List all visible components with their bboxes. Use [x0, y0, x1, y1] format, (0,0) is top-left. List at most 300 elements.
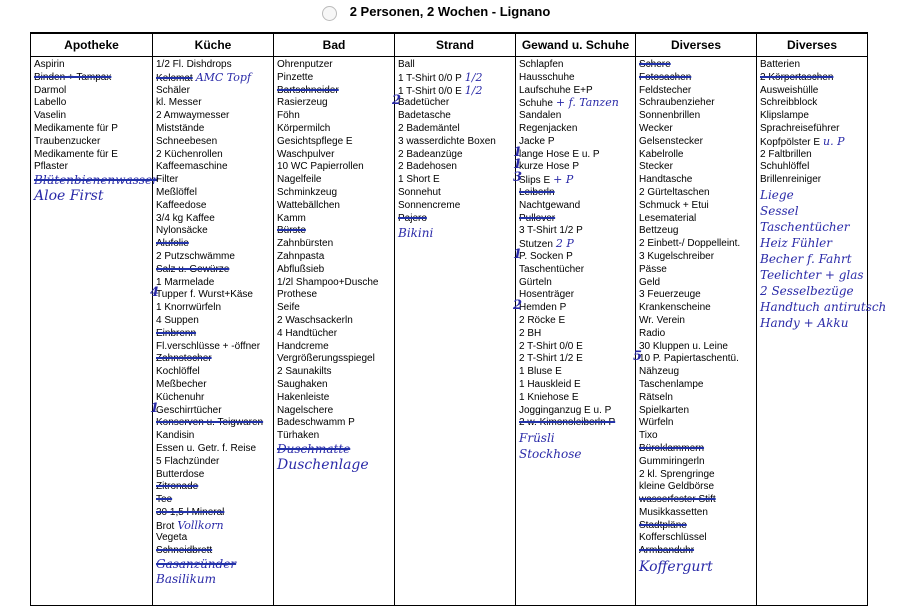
list-item: [277, 366, 394, 379]
list-item: [156, 161, 273, 174]
list-item: [639, 225, 756, 238]
list-item: [156, 174, 273, 187]
item-text: Pässe: [639, 263, 667, 275]
item-text: Hakenleiste: [277, 391, 330, 403]
handwritten-item: Taschentücher: [760, 219, 850, 234]
item-text: Schlapfen: [519, 59, 564, 70]
item-text: 2 Badehosen: [398, 161, 457, 173]
item-text: Nylonsäcke: [156, 225, 208, 237]
list-item: [277, 443, 394, 456]
item-text: Stutzen: [519, 239, 553, 251]
item-text: Schminkzeug: [277, 186, 338, 198]
list-item: [156, 353, 273, 366]
list-item: [156, 366, 273, 379]
list-item: [760, 72, 867, 85]
list-item: [156, 136, 273, 149]
list-item: [277, 59, 394, 72]
list-item: [760, 161, 867, 174]
list-item: [277, 251, 394, 264]
list-item: [519, 328, 635, 341]
list-item: [760, 174, 867, 187]
list-item: [639, 251, 756, 264]
item-text: Kelomat: [156, 72, 193, 84]
item-text: Sonnehut: [398, 186, 441, 198]
item-list: [31, 57, 158, 206]
list-item: [639, 161, 756, 174]
list-item: [398, 174, 515, 187]
list-item: [639, 456, 756, 469]
list-item: [519, 417, 635, 430]
item-text: Klipslampe: [760, 110, 809, 122]
column-5: [633, 57, 757, 606]
item-text: Butterdose: [156, 468, 205, 480]
item-text: 1 Hauskleid E: [519, 378, 581, 390]
list-item: [639, 187, 756, 200]
list-item: [277, 85, 394, 98]
item-text: Zahnpasta: [277, 250, 325, 262]
item-text: Darmol: [34, 84, 67, 96]
list-item: [760, 136, 867, 149]
item-text: Zahnstocher: [156, 353, 212, 365]
list-item: [519, 59, 635, 72]
item-text: 2 Gürteltaschen: [639, 186, 710, 198]
list-item: [398, 187, 515, 200]
item-text: 2 w. Kimonoleiberln P: [519, 417, 616, 429]
list-item: [156, 110, 273, 123]
list-item: [639, 392, 756, 405]
handwritten-note: 1/2: [464, 83, 483, 97]
handwritten-quantity: 1: [150, 400, 160, 416]
list-item: [156, 507, 273, 520]
list-item: [156, 277, 273, 290]
item-text: Badetücher: [398, 97, 450, 109]
list-item: [639, 341, 756, 354]
list-item: [34, 136, 152, 149]
item-text: Stadtpläne: [639, 519, 687, 531]
item-text: Handcreme: [277, 340, 329, 352]
list-item: [639, 302, 756, 315]
item-text: Radio: [639, 327, 666, 339]
list-item: [277, 341, 394, 354]
handwritten-note: Vollkorn: [177, 518, 224, 532]
handwritten-item: Handtuch antirutsch: [760, 299, 887, 314]
list-item: [633, 349, 756, 366]
item-text: Ohrenputzer: [277, 59, 333, 70]
list-item: [519, 315, 635, 328]
list-item: [398, 59, 515, 72]
list-item: [156, 392, 273, 405]
item-text: 4 Handtücher: [277, 327, 338, 339]
item-text: Meßbecher: [156, 378, 207, 390]
list-item: [519, 238, 635, 251]
list-item: [513, 157, 635, 174]
item-list: [274, 57, 394, 475]
list-item: [519, 72, 635, 85]
item-text: 30 Kluppen u. Leine: [639, 340, 728, 352]
list-item: [156, 187, 273, 200]
item-text: Jogginganzug E u. P: [519, 404, 612, 416]
list-item: [760, 149, 867, 162]
item-text: Wattebällchen: [277, 199, 340, 211]
item-text: Einbrenn: [156, 327, 197, 339]
item-text: Pinzette: [277, 71, 314, 83]
item-text: 2 Badeanzüge: [398, 148, 463, 160]
item-text: 3 wasserdichte Boxen: [398, 135, 496, 147]
list-item: [639, 289, 756, 302]
list-item: [34, 110, 152, 123]
item-text: Schneidbrett: [156, 545, 213, 557]
item-text: Sonnencreme: [398, 199, 461, 211]
item-text: Sandalen: [519, 110, 562, 122]
list-item: [277, 302, 394, 315]
item-text: Rätseln: [639, 391, 673, 403]
list-item: [156, 72, 273, 85]
item-text: Kaffeemaschine: [156, 161, 228, 173]
item-text: 2 T-Shirt 0/0 E: [519, 340, 583, 352]
list-item: [156, 264, 273, 277]
item-text: 2 Faltbrillen: [760, 148, 812, 160]
list-item: [34, 123, 152, 136]
list-item: [639, 277, 756, 290]
list-item: [156, 85, 273, 98]
item-text: 2 Saunakilts: [277, 366, 332, 378]
item-text: Medikamente für P: [34, 122, 118, 134]
item-list: [757, 57, 887, 331]
list-item: [277, 289, 394, 302]
list-item: [513, 144, 635, 162]
list-item: [639, 238, 756, 251]
item-text: Schraubenzieher: [639, 97, 715, 109]
item-text: 3 Feuerzeuge: [639, 289, 701, 301]
list-item: [150, 400, 273, 418]
item-text: Jacke P: [519, 135, 555, 147]
list-item: [639, 59, 756, 72]
item-text: Binden + Tampax: [34, 71, 112, 83]
list-item: [156, 149, 273, 162]
column-3: [392, 57, 516, 606]
item-text: Batterien: [760, 59, 801, 70]
item-text: lange Hose E u. P: [519, 148, 600, 160]
list-item: [513, 298, 635, 315]
item-text: Traubenzucker: [34, 135, 101, 147]
item-text: Rasierzeug: [277, 97, 328, 109]
list-item: [639, 494, 756, 507]
item-text: Würfeln: [639, 417, 674, 429]
item-text: Tee: [156, 494, 173, 506]
list-item: [277, 110, 394, 123]
item-text: Armbanduhr: [639, 545, 695, 557]
list-item: [156, 302, 273, 315]
list-item: [277, 328, 394, 341]
list-item: [639, 507, 756, 520]
list-item: [277, 392, 394, 405]
list-item: [639, 430, 756, 443]
item-text: Kabelrolle: [639, 148, 684, 160]
handwritten-quantity: 2: [392, 93, 402, 109]
item-text: Gürteln: [519, 276, 552, 288]
item-text: 1 T-Shirt 0/0 E: [398, 85, 462, 97]
item-text: Fl.verschlüsse + -öffner: [156, 340, 261, 352]
list-item: [639, 136, 756, 149]
list-item: [156, 558, 273, 571]
column-1: [150, 57, 274, 606]
item-text: Zahnbürsten: [277, 238, 334, 250]
list-item: [519, 289, 635, 302]
list-item: [277, 264, 394, 277]
list-item: [639, 545, 756, 558]
handwritten-item: Früsli: [519, 431, 555, 446]
item-text: Saughaken: [277, 378, 328, 390]
list-item: [519, 136, 635, 149]
item-text: Sprachreiseführer: [760, 122, 840, 134]
list-item: [519, 97, 635, 110]
item-text: Kamm: [277, 212, 306, 224]
item-text: Schmuck + Etui: [639, 199, 709, 211]
item-text: Feldstecher: [639, 84, 692, 96]
item-text: Ball: [398, 59, 415, 70]
list-item: [34, 72, 152, 85]
item-text: Tixo: [639, 430, 658, 442]
item-text: Regenjacken: [519, 122, 578, 134]
list-item: [519, 264, 635, 277]
item-text: 3 T-Shirt 1/2 P: [519, 225, 583, 237]
handwritten-quantity: 5: [633, 349, 643, 365]
packing-list-table: [30, 32, 887, 606]
item-text: 2 Küchenrollen: [156, 148, 223, 160]
column-0: [31, 57, 158, 606]
item-text: Schere: [639, 59, 671, 70]
handwritten-item: Heiz Fühler: [760, 235, 832, 250]
list-item: [639, 174, 756, 187]
item-text: Musikkassetten: [639, 506, 708, 518]
list-item: [277, 200, 394, 213]
item-text: Brot: [156, 520, 175, 532]
list-item: [639, 379, 756, 392]
item-text: 1 Short E: [398, 174, 440, 186]
list-item: [519, 392, 635, 405]
item-text: 1 T-Shirt 0/0 P: [398, 72, 462, 84]
item-text: Wecker: [639, 122, 673, 134]
handwritten-note: u. P: [823, 134, 845, 148]
handwritten-item: Basilikum: [156, 571, 217, 586]
list-item: [277, 405, 394, 418]
list-item: [519, 405, 635, 418]
list-item: [156, 97, 273, 110]
list-item: [639, 149, 756, 162]
list-item: [519, 379, 635, 392]
list-item: [156, 417, 273, 430]
column-header: Apotheke: [31, 33, 153, 57]
item-text: Körpermilch: [277, 122, 331, 134]
item-text: Hosenträger: [519, 289, 575, 301]
item-text: Gelsenstecker: [639, 135, 703, 147]
item-text: 3 Kugelschreiber: [639, 250, 715, 262]
item-text: Taschentücher: [519, 263, 585, 275]
handwritten-item: Duschenlage: [277, 456, 369, 473]
item-text: 2 Bademäntel: [398, 122, 460, 134]
item-text: Vergrößerungsspiegel: [277, 353, 375, 365]
handwritten-item: 2 Sesselbezüge: [760, 283, 854, 298]
handwritten-item: Sessel: [760, 203, 799, 218]
item-text: 2 T-Shirt 1/2 E: [519, 353, 583, 365]
list-item: [156, 430, 273, 443]
item-text: 1 Marmelade: [156, 276, 215, 288]
handwritten-quantity: 1: [513, 157, 523, 173]
item-text: Nähzeug: [639, 366, 680, 378]
handwritten-item: Stockhose: [519, 447, 582, 462]
item-text: 30 1,5 l Mineral: [156, 506, 225, 518]
item-text: 1/2l Shampoo+Dusche: [277, 276, 379, 288]
handwritten-item: Becher f. Fahrt: [760, 251, 852, 266]
list-item: [398, 72, 515, 85]
page-title: 2 Personen, 2 Wochen - Lignano: [349, 4, 551, 19]
item-text: Slips E: [519, 175, 551, 187]
item-list: [513, 57, 635, 462]
item-text: Bettzeug: [639, 225, 679, 237]
item-list: [392, 57, 515, 241]
item-text: Föhn: [277, 110, 300, 122]
item-text: Taschenlampe: [639, 378, 704, 390]
item-text: 10 WC Papierrollen: [277, 161, 364, 173]
item-text: Nagelfeile: [277, 174, 322, 186]
item-text: Kaffeedose: [156, 199, 207, 211]
item-text: Küchenuhr: [156, 391, 205, 403]
list-item: [392, 93, 515, 110]
item-text: Wr. Verein: [639, 314, 685, 326]
list-item: [639, 123, 756, 136]
list-item: [156, 443, 273, 456]
list-item: [34, 59, 152, 72]
item-text: Handtasche: [639, 174, 693, 186]
item-text: kurze Hose P: [519, 161, 580, 173]
list-item: [760, 85, 867, 98]
list-item: [150, 285, 273, 302]
list-item: [639, 264, 756, 277]
item-text: Abflußsieb: [277, 263, 325, 275]
list-item: [639, 405, 756, 418]
list-item: [156, 341, 273, 354]
list-item: [398, 200, 515, 213]
handwritten-item: Bikini: [398, 226, 434, 241]
list-item: [639, 481, 756, 494]
list-item: [277, 213, 394, 226]
list-item: [34, 149, 152, 162]
item-text: Schreibblock: [760, 97, 818, 109]
item-text: Fotosachen: [639, 71, 692, 83]
list-item: [277, 174, 394, 187]
handwritten-quantity: 1: [513, 246, 523, 262]
list-item: [156, 225, 273, 238]
item-text: Laufschuhe E+P: [519, 84, 593, 96]
list-item: [639, 532, 756, 545]
list-item: [519, 366, 635, 379]
item-text: Sonnenbrillen: [639, 110, 701, 122]
list-item: [34, 97, 152, 110]
item-text: 2 BH: [519, 327, 542, 339]
item-text: Alufolie: [156, 238, 189, 250]
list-item: [156, 59, 273, 72]
list-item: [277, 238, 394, 251]
list-item: [156, 456, 273, 469]
item-text: 1/2 Fl. Dishdrops: [156, 59, 232, 70]
item-text: Lesematerial: [639, 212, 697, 224]
list-item: [156, 200, 273, 213]
item-text: Ausweishülle: [760, 84, 819, 96]
item-text: 10 P. Papiertaschentü.: [639, 353, 739, 365]
list-item: [519, 353, 635, 366]
item-text: 1 Knorrwürfeln: [156, 302, 222, 314]
list-item: [519, 277, 635, 290]
list-item: [156, 494, 273, 507]
list-item: [277, 187, 394, 200]
column-header: Bad: [274, 33, 395, 57]
punch-hole: [322, 6, 337, 21]
item-text: 4 Suppen: [156, 314, 199, 326]
item-text: Kochlöffel: [156, 366, 200, 378]
handwritten-quantity: 4: [150, 285, 160, 301]
item-text: Hemden P: [519, 302, 567, 314]
list-item: [398, 123, 515, 136]
item-text: Duschmatte: [277, 441, 351, 456]
item-text: Brillenreiniger: [760, 174, 822, 186]
handwritten-item: Koffergurt: [639, 559, 713, 576]
column-6: [757, 57, 887, 606]
item-text: Bürste: [277, 225, 306, 237]
item-list: [633, 57, 756, 577]
item-text: Schneebesen: [156, 135, 218, 147]
item-text: Schäler: [156, 84, 190, 96]
item-text: Waschpulver: [277, 148, 335, 160]
item-text: 2 Röcke E: [519, 314, 566, 326]
item-text: Badeschwamm P: [277, 417, 355, 429]
column-4: [513, 57, 636, 606]
list-item: [639, 72, 756, 85]
item-text: 1 Kniehose E: [519, 391, 579, 403]
list-item: [156, 469, 273, 482]
list-item: [519, 341, 635, 354]
list-item: [639, 97, 756, 110]
item-text: Zitronade: [156, 481, 199, 493]
list-item: [760, 110, 867, 123]
handwritten-item: Teelichter + glas: [760, 267, 864, 282]
list-item: [156, 251, 273, 264]
item-text: 2 Amwaymesser: [156, 110, 230, 122]
item-text: Spielkarten: [639, 404, 690, 416]
list-item: [639, 469, 756, 482]
item-text: Gasanzünder: [156, 557, 237, 572]
item-text: wasserfester Stift: [639, 494, 716, 506]
item-text: 2 kl. Sprengringe: [639, 468, 715, 480]
handwritten-note: AMC Topf: [195, 70, 252, 84]
item-text: Gesichtspflege E: [277, 135, 353, 147]
handwritten-item: Liege: [760, 187, 794, 202]
item-text: Kandisin: [156, 430, 195, 442]
handwritten-quantity: 3: [513, 170, 523, 186]
item-text: Bartschneider: [277, 84, 339, 96]
item-text: Filter: [156, 174, 179, 186]
item-text: Büroklammern: [639, 442, 705, 454]
list-item: [156, 532, 273, 545]
list-item: [156, 520, 273, 533]
list-item: [156, 481, 273, 494]
list-item: [156, 379, 273, 392]
list-item: [277, 97, 394, 110]
column-header: Diverses: [757, 33, 868, 57]
item-text: Hausschuhe: [519, 71, 575, 83]
item-text: 1 Bluse E: [519, 366, 562, 378]
list-item: [34, 85, 152, 98]
item-text: 5 Flachzünder: [156, 455, 220, 467]
